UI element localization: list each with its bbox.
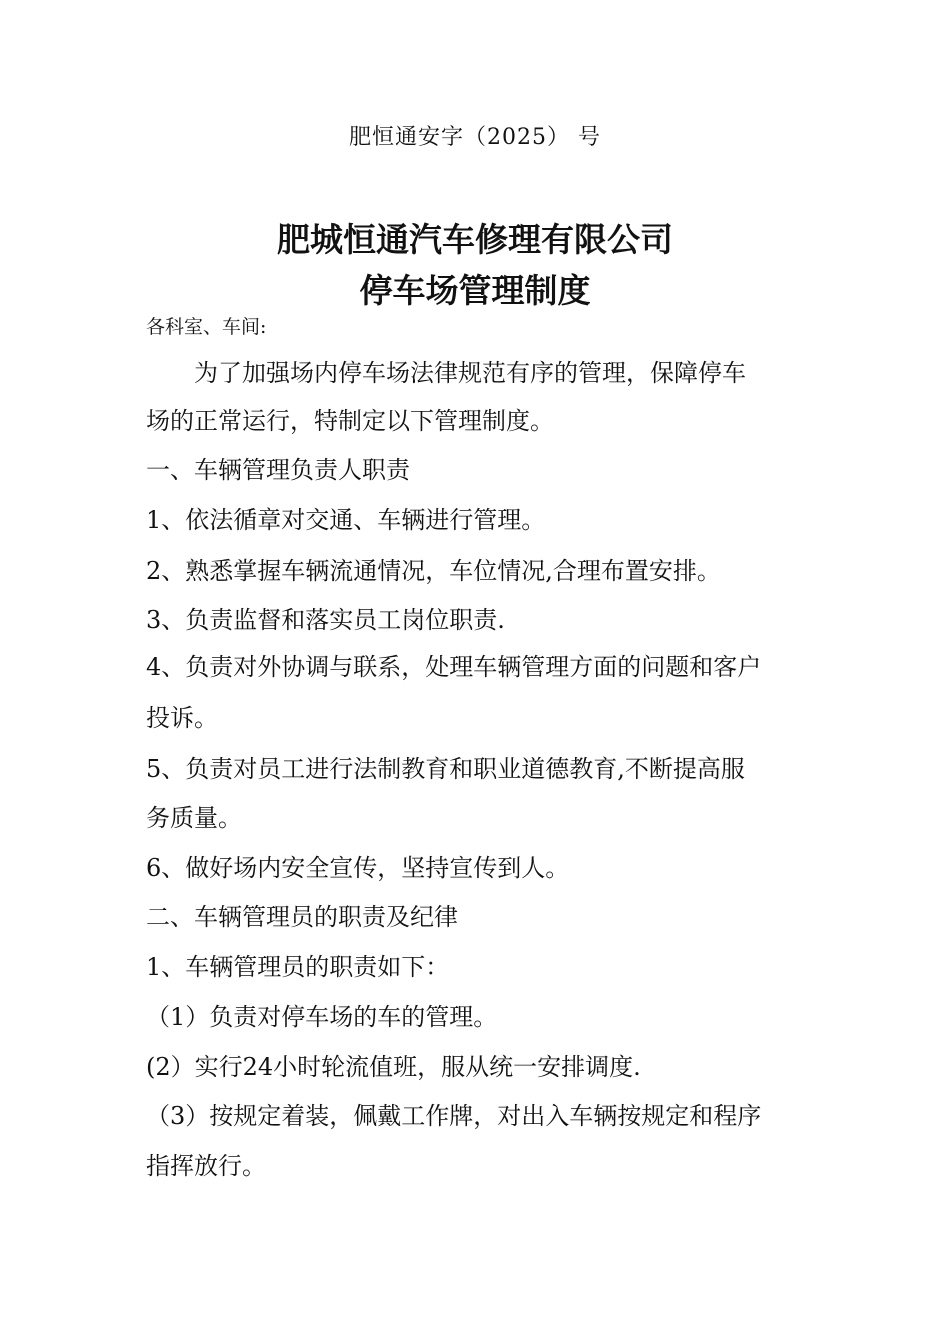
section-heading-1: 一、车辆管理负责人职责	[146, 456, 410, 484]
paragraph-line: 为了加强场内停车场法律规范有序的管理，保障停车	[146, 359, 746, 387]
list-item: 1、车辆管理员的职责如下：	[146, 953, 450, 981]
sub-list-item: (2）实行24小时轮流值班，服从统一安排调度.	[146, 1053, 641, 1081]
list-item: 2、熟悉掌握车辆流通情况，车位情况,合理布置安排。	[146, 557, 721, 585]
list-item-continuation: 务质量。	[146, 804, 242, 832]
sub-list-item: （3）按规定着装，佩戴工作牌，对出入车辆按规定和程序	[146, 1102, 762, 1130]
paragraph-line: 场的正常运行，特制定以下管理制度。	[146, 407, 554, 435]
sub-list-item: （1）负责对停车场的车的管理。	[146, 1003, 498, 1031]
addressee-line: 各科室、车间:	[146, 316, 267, 338]
list-item: 3、负责监督和落实员工岗位职责.	[146, 606, 505, 634]
section-heading-2: 二、车辆管理员的职责及纪律	[146, 903, 458, 931]
document-number: 肥恒通安字（2025） 号	[349, 125, 601, 150]
document-title-company: 肥城恒通汽车修理有限公司	[277, 220, 673, 259]
list-item: 4、负责对外协调与联系，处理车辆管理方面的问题和客户	[146, 653, 762, 681]
list-item: 1、依法循章对交通、车辆进行管理。	[146, 506, 546, 534]
list-item-continuation: 投诉。	[146, 704, 218, 732]
document-title-regulation: 停车场管理制度	[359, 271, 591, 310]
list-item: 6、做好场内安全宣传，坚持宣传到人。	[146, 854, 570, 882]
sub-list-item-continuation: 指挥放行。	[146, 1152, 266, 1180]
list-item: 5、负责对员工进行法制教育和职业道德教育,不断提高服	[146, 755, 745, 783]
